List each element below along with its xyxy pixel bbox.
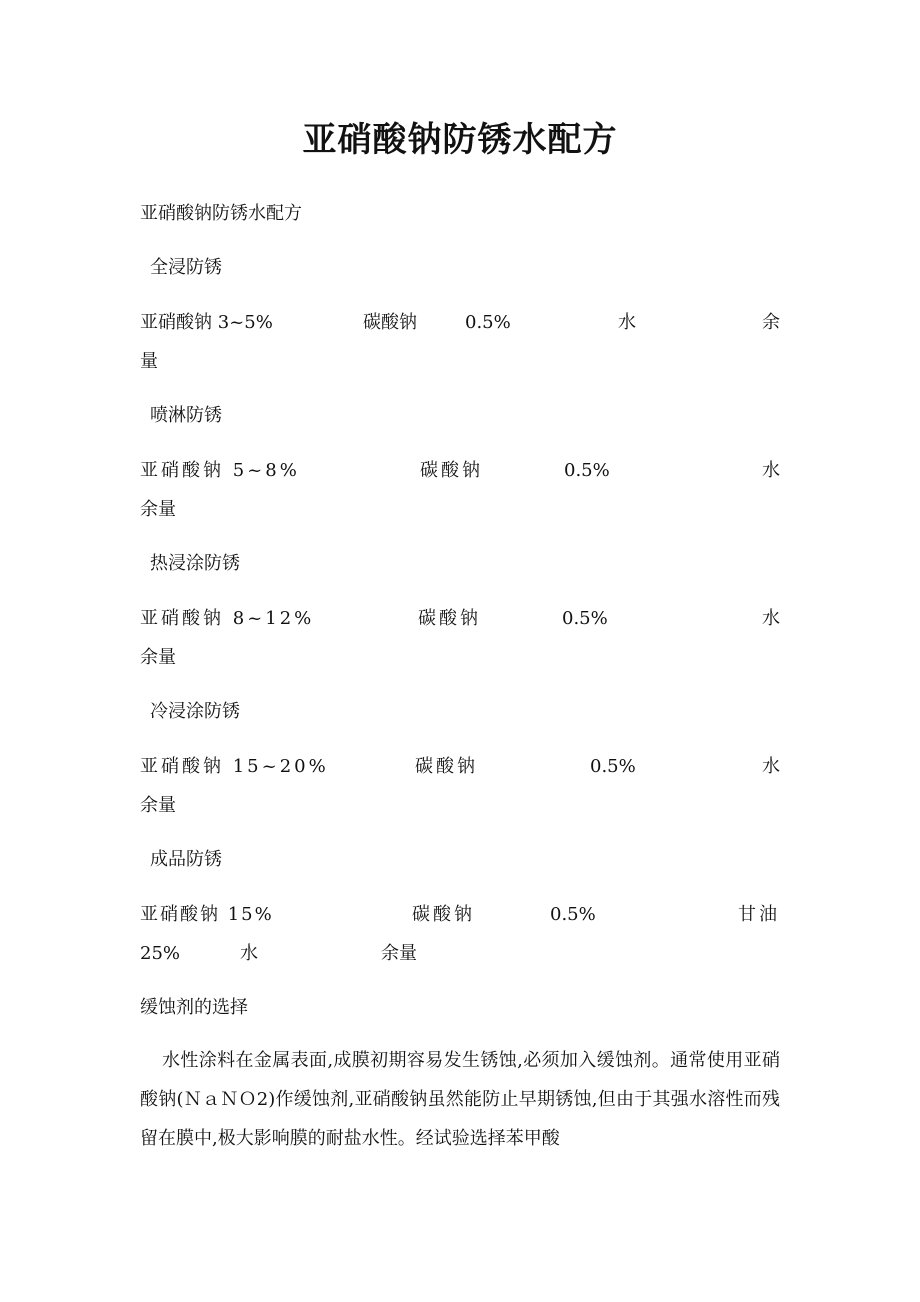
formula-cell: 碳酸钠 — [420, 460, 483, 481]
formula-cell: 余 — [762, 312, 780, 333]
formula-cell: 0.5% — [550, 904, 596, 925]
section-heading: 成品防锈 — [150, 849, 222, 870]
formula-cell: 余量 — [140, 499, 176, 520]
formula-cell: 甘油 — [738, 904, 780, 925]
formula-cell: 量 — [140, 351, 158, 372]
formula-cell: 水 — [618, 312, 636, 333]
formula-cell: 亚硝酸钠 3~5% — [140, 312, 273, 333]
formula-cell: 余量 — [140, 795, 176, 816]
section-heading: 喷淋防锈 — [150, 405, 222, 426]
formula-cell: 碳酸钠 — [363, 312, 417, 333]
formula-cell: 0.5% — [564, 460, 610, 481]
formula-cell: 25% — [140, 943, 181, 964]
formula-cell: 0.5% — [465, 312, 511, 333]
formula-cell: 水 — [762, 460, 780, 481]
formula-cell: 水 — [762, 756, 780, 777]
formula-cell: 余量 — [140, 647, 176, 668]
section-heading: 热浸涂防锈 — [150, 553, 240, 574]
body-paragraph: 水性涂料在金属表面,成膜初期容易发生锈蚀,必须加入缓蚀剂。通常使用亚硝酸钠(ＮａＮＯ2)作缓蚀剂,亚硝酸钠虽然能防止早期锈蚀,但由于其强水溶性而残留在膜中,极大影响膜的耐盐水性。经试验选择苯甲酸 — [140, 1050, 780, 1149]
formula-cell: 亚硝酸钠 5~8% — [140, 460, 300, 481]
formula-cell: 碳酸钠 — [412, 904, 475, 925]
formula-cell: 碳酸钠 — [418, 608, 481, 629]
formula-cell: 碳酸钠 — [415, 756, 478, 777]
section-heading: 全浸防锈 — [150, 257, 222, 278]
formula-cell: 0.5% — [590, 756, 636, 777]
section-heading: 冷浸涂防锈 — [150, 701, 240, 722]
document-subtitle: 亚硝酸钠防锈水配方 — [140, 203, 302, 224]
formula-cell: 余量 — [381, 943, 417, 964]
formula-cell: 亚硝酸钠 8~12% — [140, 608, 315, 629]
formula-cell: 0.5% — [562, 608, 608, 629]
formula-cell: 亚硝酸钠 15% — [140, 904, 274, 925]
section-heading: 缓蚀剂的选择 — [140, 997, 248, 1018]
formula-cell: 水 — [762, 608, 780, 629]
formula-cell: 水 — [240, 943, 258, 964]
formula-cell: 亚硝酸钠 15~20% — [140, 756, 329, 777]
page-title: 亚硝酸钠防锈水配方 — [302, 120, 618, 160]
